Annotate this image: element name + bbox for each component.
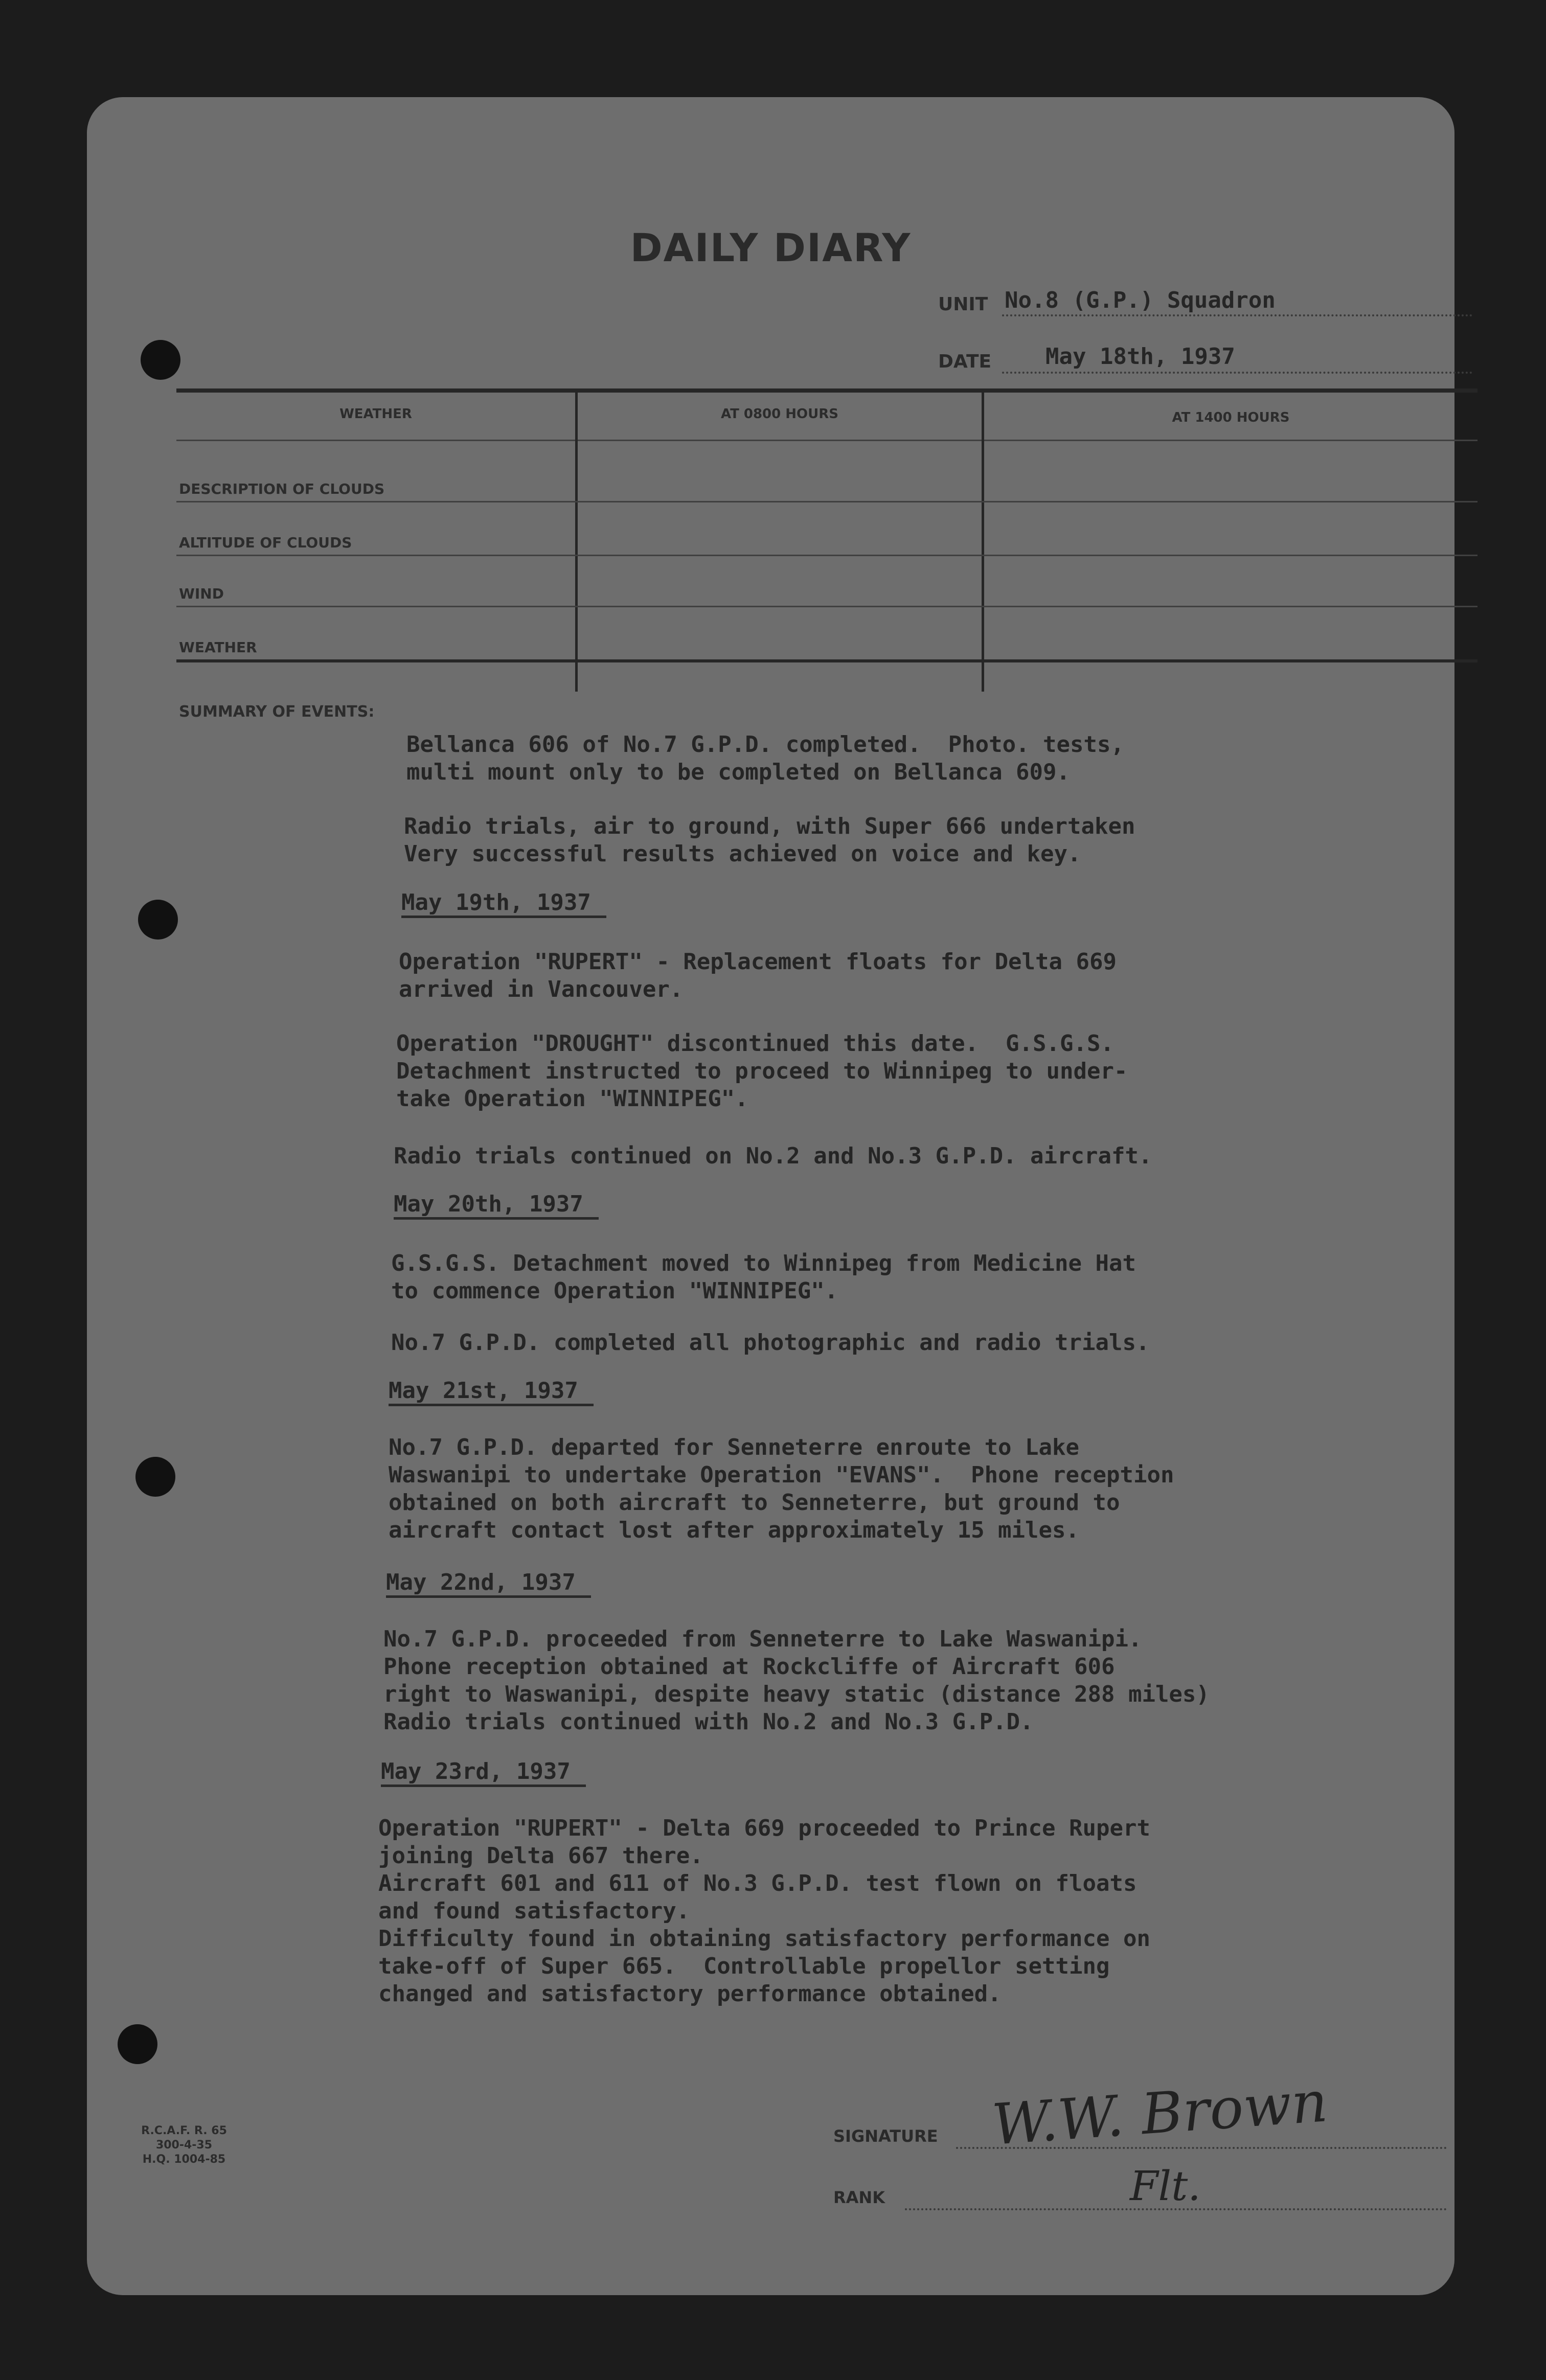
- entry-text: Operation "RUPERT" - Delta 669 proceeded to Prince Rupert joining Delta 667 there. Aircraft 601 and 611 of No.3 G.P.D. test flown on floats and found satisfactory. Difficulty found in obtaining satisfactory performance on take-off of Super 665. Controllable propellor setting changed and satisfactory performance obtained.: [378, 1815, 1150, 2007]
- col-1400-header: AT 1400 HOURS: [1172, 410, 1290, 425]
- unit-dotted-line: [1002, 314, 1472, 316]
- unit-value: No.8 (G.P.) Squadron: [1005, 287, 1276, 313]
- entry-text: Radio trials, air to ground, with Super 666 undertaken Very successful results achieved on voice and key.: [404, 813, 1135, 867]
- date-label: DATE: [938, 351, 992, 372]
- summary-label: SUMMARY OF EVENTS:: [179, 703, 375, 721]
- weather-row-label: WEATHER: [179, 639, 257, 656]
- weather-header: WEATHER: [339, 406, 412, 422]
- punch-hole: [138, 900, 178, 940]
- entry-text: No.7 G.P.D. proceeded from Senneterre to Lake Waswanipi. Phone reception obtained at Rockcliffe of Aircraft 606 right to Waswanipi, despite heavy static (distance 288 miles) Radio trials continued with No.2 and No.3 G.P.D.: [383, 1626, 1210, 1735]
- signature-handwriting: W.W. Brown: [990, 2069, 1330, 2158]
- form-code-line: 300-4-35: [155, 2139, 213, 2152]
- weather-row-label: ALTITUDE OF CLOUDS: [179, 534, 352, 551]
- date-dotted-line: [1002, 372, 1472, 374]
- entry-text: No.7 G.P.D. completed all photographic and radio trials.: [391, 1330, 1150, 1356]
- form-code: [133, 2124, 235, 2167]
- punch-hole: [135, 1457, 175, 1497]
- col-0800-header: AT 0800 HOURS: [720, 406, 839, 422]
- signature-label: SIGNATURE: [833, 2126, 938, 2146]
- table-header-rule: [176, 440, 1477, 441]
- entry-date: May 22nd, 1937: [386, 1569, 591, 1598]
- table-top-rule: [176, 388, 1477, 393]
- table-row-rule: [176, 501, 1477, 502]
- entry-date: May 20th, 1937: [394, 1191, 599, 1220]
- table-row-rule: [176, 555, 1477, 556]
- entry-text: Operation "RUPERT" - Replacement floats for Delta 669 arrived in Vancouver.: [399, 949, 1117, 1002]
- entry-text: Operation "DROUGHT" discontinued this date. G.S.G.S. Detachment instructed to proceed to Winnipeg to under- take Operation "WINNIPEG".: [396, 1031, 1128, 1112]
- entry-date: May 21st, 1937: [389, 1378, 594, 1406]
- table-divider-2: [982, 393, 984, 692]
- punch-hole: [141, 340, 180, 380]
- entry-text: No.7 G.P.D. departed for Senneterre enroute to Lake Waswanipi to undertake Operation "EVANS". Phone reception obtained on both aircraft to Senneterre, but ground to aircraft contact lost after approximately 15 miles.: [389, 1434, 1174, 1543]
- date-value: May 18th, 1937: [1045, 344, 1235, 370]
- weather-row-label: DESCRIPTION OF CLOUDS: [179, 480, 385, 497]
- entry-text: G.S.G.S. Detachment moved to Winnipeg from Medicine Hat to commence Operation "WINNIPEG".: [391, 1250, 1136, 1304]
- form-code-line: R.C.A.F. R. 65: [141, 2124, 227, 2137]
- form-code-line: H.Q. 1004-85: [142, 2153, 226, 2166]
- rank-label: RANK: [833, 2188, 885, 2207]
- entry-date: May 23rd, 1937: [381, 1758, 586, 1787]
- punch-hole: [118, 2024, 157, 2064]
- table-bottom-rule: [176, 659, 1477, 662]
- diary-page: [87, 97, 1454, 2295]
- rank-handwriting: Flt.: [1130, 2162, 1201, 2210]
- entry-date: May 19th, 1937: [401, 889, 606, 918]
- weather-row-label: WIND: [179, 585, 224, 602]
- form-title: DAILY DIARY: [630, 225, 912, 270]
- unit-label: UNIT: [938, 294, 988, 315]
- table-divider-1: [575, 393, 578, 692]
- entry-text: Bellanca 606 of No.7 G.P.D. completed. Photo. tests, multi mount only to be completed on Bellanca 609.: [406, 731, 1124, 785]
- table-row-rule: [176, 606, 1477, 607]
- entry-text: Radio trials continued on No.2 and No.3 G.P.D. aircraft.: [394, 1143, 1152, 1169]
